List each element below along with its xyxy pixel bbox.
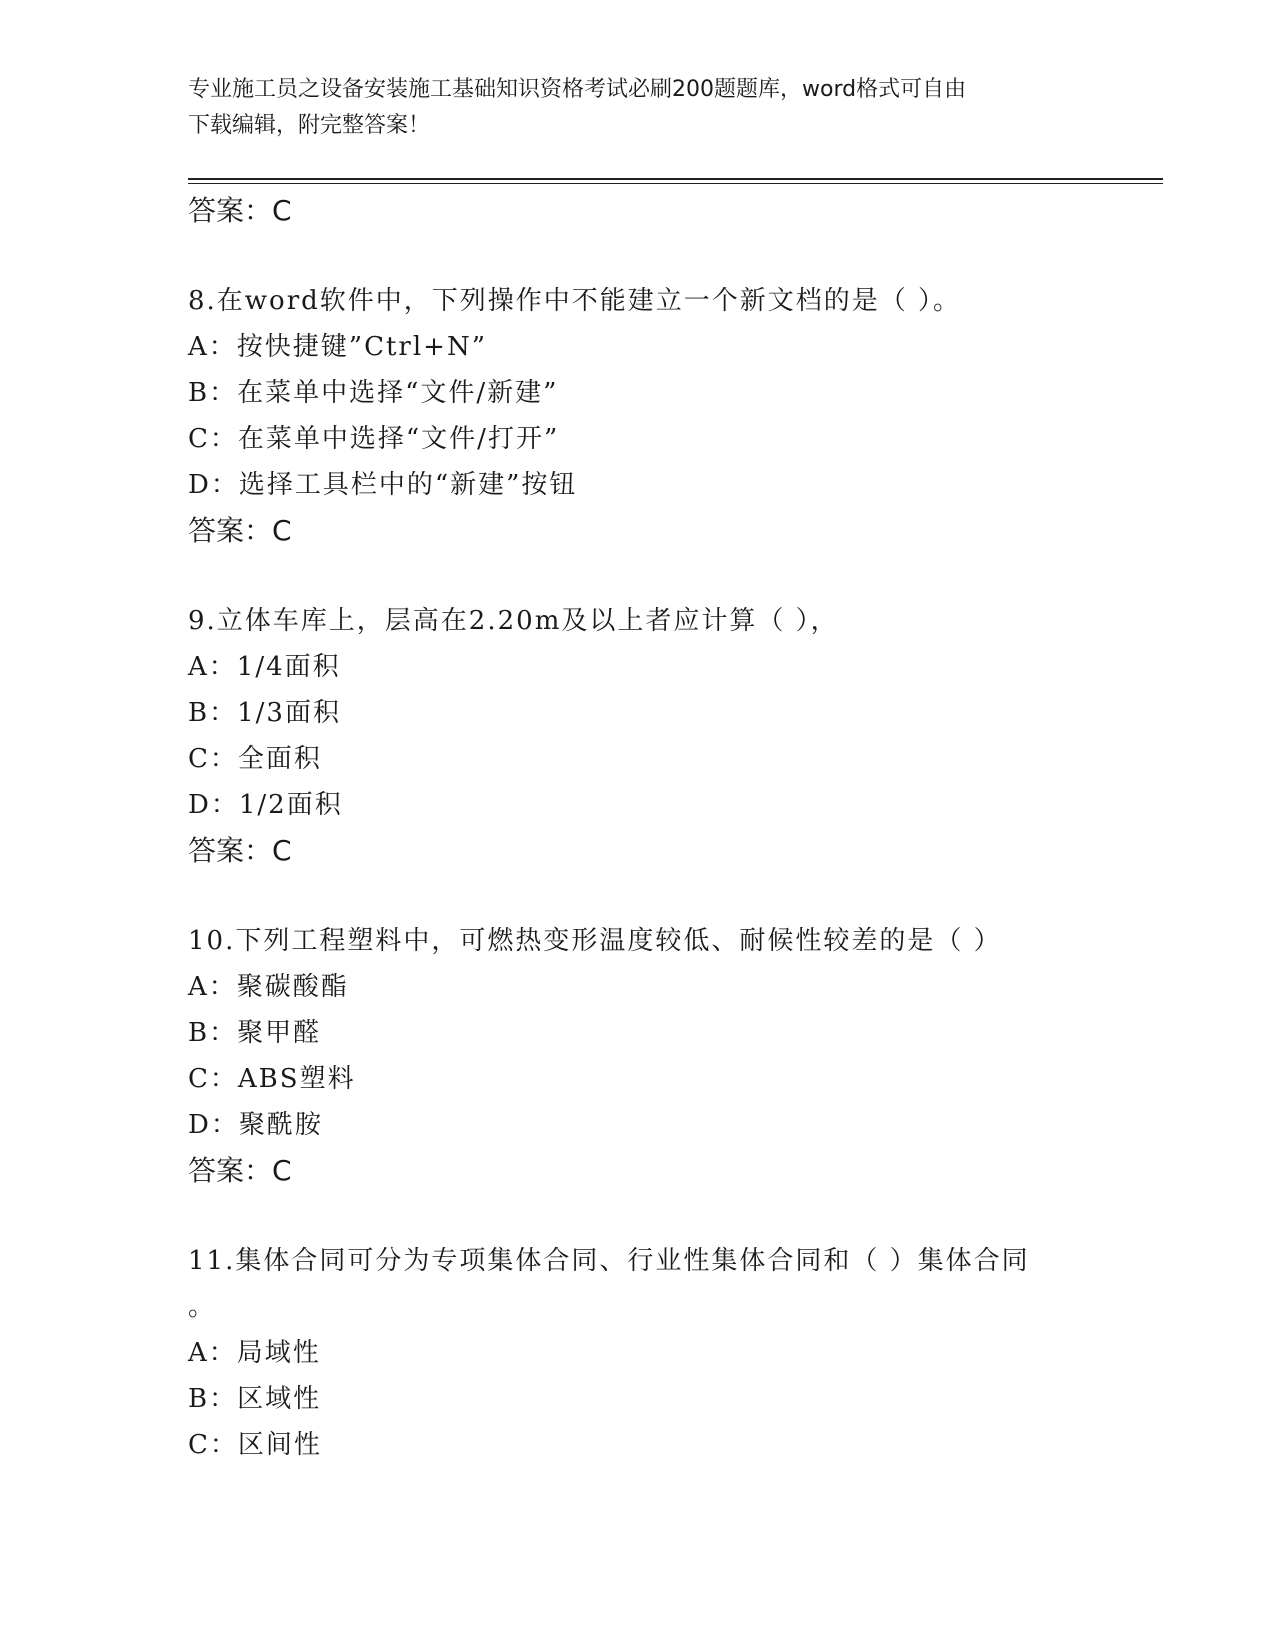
question-stem: 9.立体车库上，层高在2.20m及以上者应计算（ ）， [188, 606, 839, 636]
option-a: A：1/4面积 [188, 652, 341, 682]
question-stem: 10.下列工程塑料中，可燃热变形温度较低、耐候性较差的是（ ） [188, 926, 1002, 956]
question-stem-continuation: 。 [188, 1292, 217, 1322]
answer-line: 答案：C [188, 1154, 292, 1187]
spacer [188, 1194, 1088, 1238]
option-c: C：全面积 [188, 744, 322, 774]
question-stem: 8.在word软件中，下列操作中不能建立一个新文档的是（ ）。 [188, 286, 962, 316]
document-body [188, 188, 1088, 1468]
answer-line: 答案：C [188, 514, 292, 547]
question-11 [188, 1238, 1088, 1468]
document-header [188, 72, 1088, 144]
question-10 [188, 918, 1088, 1194]
spacer [188, 234, 1088, 278]
header-divider-thin [188, 183, 1163, 184]
option-a: A：按快捷键”Ctrl+N” [188, 332, 487, 362]
option-b: B：区域性 [188, 1384, 322, 1414]
header-divider-thick [188, 178, 1163, 180]
option-c: C：在菜单中选择“文件/打开” [188, 424, 560, 454]
option-c: C：区间性 [188, 1430, 322, 1460]
question-stem: 11.集体合同可分为专项集体合同、行业性集体合同和（ ）集体合同 [188, 1246, 1030, 1276]
option-d: D：选择工具栏中的“新建”按钮 [188, 470, 578, 500]
answer-line: 答案：C [188, 834, 292, 867]
spacer [188, 874, 1088, 918]
option-b: B：在菜单中选择“文件/新建” [188, 378, 559, 408]
option-c: C：ABS塑料 [188, 1064, 356, 1094]
answer-line: 答案：C [188, 194, 292, 227]
option-d: D：聚酰胺 [188, 1110, 323, 1140]
question-8 [188, 278, 1088, 554]
header-line-1: 专业施工员之设备安装施工基础知识资格考试必刷200题题库，word格式可自由 [188, 77, 967, 102]
option-b: B：1/3面积 [188, 698, 341, 728]
option-b: B：聚甲醛 [188, 1018, 322, 1048]
option-d: D：1/2面积 [188, 790, 343, 820]
spacer [188, 554, 1088, 598]
header-line-2: 下载编辑，附完整答案！ [188, 113, 431, 138]
question-9 [188, 598, 1088, 874]
option-a: A：局域性 [188, 1338, 321, 1368]
option-a: A：聚碳酸酯 [188, 972, 349, 1002]
